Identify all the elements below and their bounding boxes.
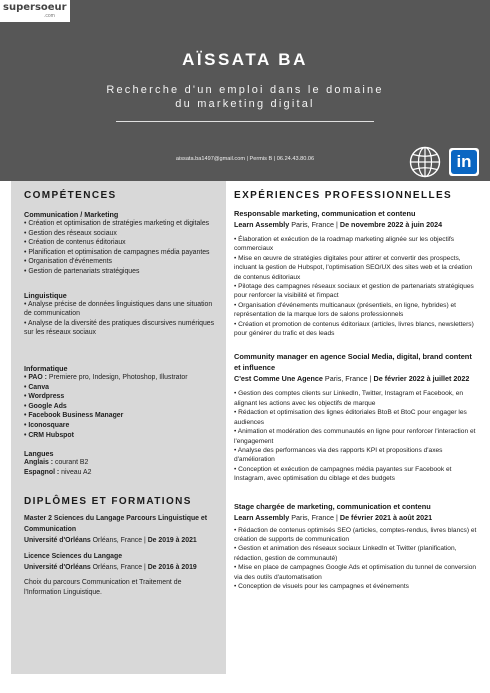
comm-item: • Création et optimisation de stratégies marketing et digitales (24, 220, 210, 227)
experiences-title: EXPÉRIENCES PROFESSIONNELLES (234, 190, 453, 201)
school-dates: De 2019 à 2021 (147, 537, 197, 545)
lang-item (24, 458, 219, 468)
job-dates: De novembre 2022 à juin 2024 (339, 220, 443, 229)
info-title: Informatique (24, 363, 68, 373)
lang-label: Anglais : (24, 459, 54, 467)
job-entry (234, 208, 480, 338)
job-objective (60, 83, 430, 111)
company-name: Learn Assembly (234, 220, 290, 229)
linkedin-label: in (451, 150, 477, 174)
school-place: Orléans, France | (90, 564, 148, 572)
lang-value: niveau A2 (59, 468, 92, 476)
job-item: • Animation et modération des communautés en ligne pour renforcer l'interaction et l'engagement (234, 428, 476, 445)
job-item: • Rédaction et optimisation des lignes éditoriales BtoB et BtoC pour engager les audiences (234, 409, 467, 426)
job-company-line (234, 512, 480, 523)
competences-title: COMPÉTENCES (24, 190, 117, 201)
info-item: • Google Ads (24, 402, 67, 410)
header-divider (116, 121, 374, 122)
job-item: • Rédaction de contenus optimisés SEO (articles, comptes-rendus, livres blancs) et création de supports de communication (234, 526, 477, 543)
job-item: • Élaboration et exécution de la roadmap marketing alignée sur les objectifs commerciaux (234, 236, 455, 253)
company-place: Paris, France | (289, 220, 340, 229)
info-item: • CRM Hubspot (24, 431, 74, 439)
globe-icon[interactable] (409, 146, 441, 178)
diplome-note: Choix du parcours Communication et Traitement de l'Information Linguistique. (24, 579, 182, 596)
job-item: • Analyse des performances via des rapports KPI et propositions d'axes d'amélioration (234, 446, 443, 464)
job-item: • Organisation d'événements multicanaux (présentiels, en ligne, hybrides) et représentation de la marque lors de salons professionnels (234, 301, 457, 319)
info-item-pao (24, 373, 219, 383)
ling-item: • Analyse précise de données linguistiques dans une situation de communication (24, 300, 213, 318)
ling-title: Linguistique (24, 290, 67, 300)
pao-label: • PAO : (24, 373, 47, 381)
comm-item: • Création de contenus éditoriaux (24, 239, 126, 247)
job-title: Responsable marketing, communication et contenu (234, 209, 416, 218)
job-item: • Mise en œuvre de stratégies digitales pour attirer et convertir des prospects, incluant la gestion de Hubspot, l'optimisation SEO/UX des sites web et la création de contenus éditoriaux (234, 254, 473, 281)
job-item: • Création et promotion de contenus éditoriaux (articles, livres blancs, newsletters) pour générer du trafic et des leads (234, 320, 474, 338)
diplomes-title: DIPLÔMES ET FORMATIONS (24, 496, 192, 508)
pao-value: Premiere pro, Indesign, Photoshop, Illustrator (46, 373, 188, 381)
job-dates: De février 2021 à août 2021 (339, 512, 433, 522)
job-item: • Conception et exécution de campagnes média payantes sur Facebook et Instagram, avec optimisation du ciblage et des budgets (234, 465, 452, 483)
job-objective-line2: du marketing digital (175, 98, 315, 110)
job-objective-line1: Recherche d'un emploi dans le domaine (106, 84, 384, 96)
job-company-line (234, 373, 480, 384)
left-column (11, 181, 226, 674)
candidate-name: AÏSSATA BA (182, 50, 308, 69)
brand-logo[interactable] (0, 0, 70, 22)
ling-item: • Analyse de la diversité des pratiques discursives numériques sur les réseaux sociaux (24, 319, 215, 337)
job-title: Stage chargée de marketing, communication et contenu (234, 501, 431, 511)
job-item: • Gestion et animation des réseaux sociaux LinkedIn et Twitter (planification, rédaction, gestion de communauté) (234, 545, 457, 562)
lang-label: Espagnol : (24, 468, 60, 476)
job-dates: De février 2022 à juillet 2022 (373, 374, 470, 384)
school-name: Université d'Orléans (24, 537, 91, 545)
diplome-title: Licence Sciences du Langage (24, 553, 123, 561)
job-item: • Gestion des comptes clients sur LinkedIn, Twitter, Instagram et Facebook, en alignant les actions avec les objectifs de marque (234, 390, 464, 407)
contact-info: aissata.ba1497@gmail.com | Permis B | 06.24.43.80.06 (175, 156, 315, 162)
brand-name: supersoeur (3, 2, 67, 13)
job-entry (234, 501, 480, 592)
comm-title: Communication / Marketing (24, 210, 119, 219)
linkedin-icon[interactable] (449, 148, 479, 176)
school-dates: De 2016 à 2019 (147, 564, 197, 572)
company-name: C'est Comme Une Agence (234, 374, 323, 384)
school-name: Université d'Orléans (24, 564, 91, 572)
lang-item (24, 468, 219, 478)
comm-item: • Planification et optimisation de campagnes média payantes (24, 248, 210, 256)
job-company-line (234, 219, 480, 230)
lang-value: courant B2 (53, 459, 89, 467)
job-title: Community manager en agence Social Media, digital, brand content et influence (234, 352, 472, 373)
job-item: • Mise en place de campagnes Google Ads et optimisation du tunnel de conversion via des outils d'automatisation (234, 564, 477, 581)
company-name: Learn Assembly (234, 512, 290, 522)
lang-title: Langues (24, 449, 54, 459)
diplome-school (24, 562, 219, 574)
job-item: • Conception de visuels pour les campagnes et événements (234, 582, 409, 590)
comm-item: • Gestion de partenariats stratégiques (24, 267, 140, 275)
info-item: • Iconosquare (24, 421, 70, 429)
diplome-title: Master 2 Sciences du Langage Parcours Linguistique et Communication (24, 515, 208, 534)
company-place: Paris, France | (289, 512, 340, 522)
comm-item: • Gestion des réseaux sociaux (24, 229, 117, 237)
school-place: Orléans, France | (90, 537, 148, 545)
company-place: Paris, France | (322, 374, 374, 384)
job-entry (234, 351, 480, 483)
cv-header (0, 0, 490, 181)
diplome-school (24, 535, 219, 547)
job-item: • Pilotage des campagnes réseaux sociaux et gestion de partenariats stratégiques pour renforcer la visibilité et l'impact (234, 283, 474, 300)
info-item: • Canva (24, 383, 50, 391)
comm-item: • Organisation d'événements (24, 258, 112, 266)
brand-suffix: .com (44, 13, 55, 19)
info-item: • Facebook Business Manager (24, 412, 124, 420)
info-item: • Wordpress (24, 393, 65, 401)
